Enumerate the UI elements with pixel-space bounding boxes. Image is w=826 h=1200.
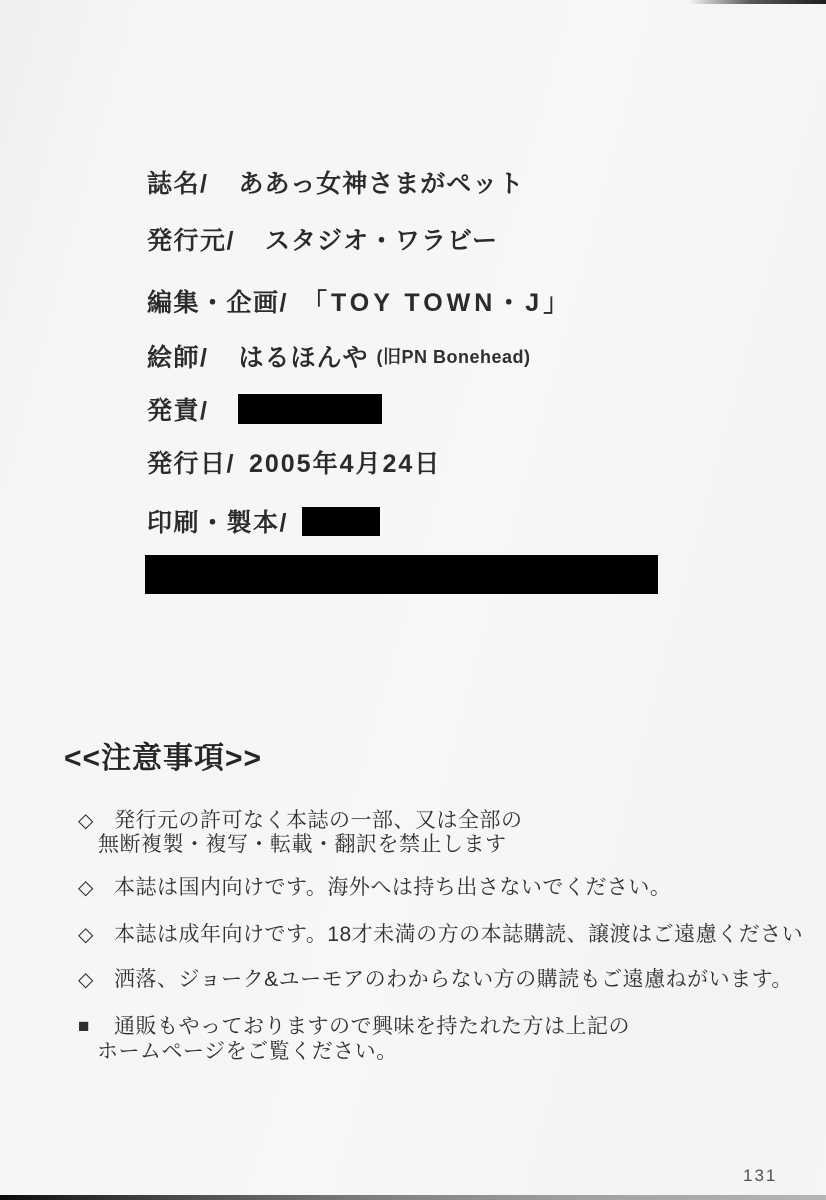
notices-heading: <<注意事項>> <box>64 742 263 775</box>
colophon-entry-printing <box>147 505 380 537</box>
colophon-label: 発行元/ <box>147 227 235 255</box>
scan-edge-bottom <box>0 1195 826 1200</box>
colophon-value-note: (旧PN Bonehead) <box>376 347 531 367</box>
notice-line: 発行元の許可なく本誌の一部、又は全部の <box>114 809 523 832</box>
square-bullet-icon: ■ <box>78 1016 90 1037</box>
colophon-entry-editing <box>147 285 572 317</box>
diamond-bullet-icon: ◇ <box>78 877 94 899</box>
colophon-label: 発行日/ <box>147 450 235 478</box>
diamond-bullet-icon: ◇ <box>78 969 94 991</box>
colophon-entry-publish-date <box>147 446 441 478</box>
scan-edge-top <box>688 0 826 4</box>
diamond-bullet-icon: ◇ <box>78 924 94 946</box>
colophon-entry-publisher <box>147 223 498 255</box>
colophon-value: 2005年4月24日 <box>248 450 442 478</box>
colophon-label: 編集・企画/ <box>147 289 288 317</box>
diamond-bullet-icon: ◇ <box>78 810 94 832</box>
redaction-bar-large <box>145 555 658 594</box>
notice-line: 本誌は成年向けです。18才未満の方の本誌購読、譲渡はご遠慮ください <box>114 923 804 946</box>
redaction-bar <box>302 507 380 536</box>
colophon-entry-title <box>147 166 524 198</box>
notice-line: 本誌は国内向けです。海外へは持ち出さないでください。 <box>114 876 672 899</box>
colophon-value: はるほんや <box>238 344 369 372</box>
colophon-label: 印刷・製本/ <box>147 509 288 537</box>
notice-line: ホームページをご覧ください。 <box>97 1040 398 1063</box>
page-number: 131 <box>743 1166 778 1185</box>
colophon-label: 発責/ <box>147 397 209 425</box>
notice-line: 洒落、ジョーク&ユーモアのわからない方の購読もご遠慮ねがいます。 <box>114 968 793 991</box>
colophon-entry-artist <box>147 340 530 372</box>
colophon-label: 絵師/ <box>147 344 209 372</box>
colophon-value: スタジオ・ワラビー <box>264 227 498 255</box>
colophon-label: 誌名/ <box>147 170 209 198</box>
colophon-entry-responsible <box>147 393 382 425</box>
colophon-value: 「TOY TOWN・J」 <box>301 289 573 317</box>
colophon-value: ああっ女神さまがペット <box>238 170 525 198</box>
redaction-bar <box>238 394 382 424</box>
notice-line: 通販もやっておりますので興味を持たれた方は上記の <box>114 1015 630 1038</box>
notice-line: 無断複製・複写・転載・翻訳を禁止します <box>98 833 507 856</box>
